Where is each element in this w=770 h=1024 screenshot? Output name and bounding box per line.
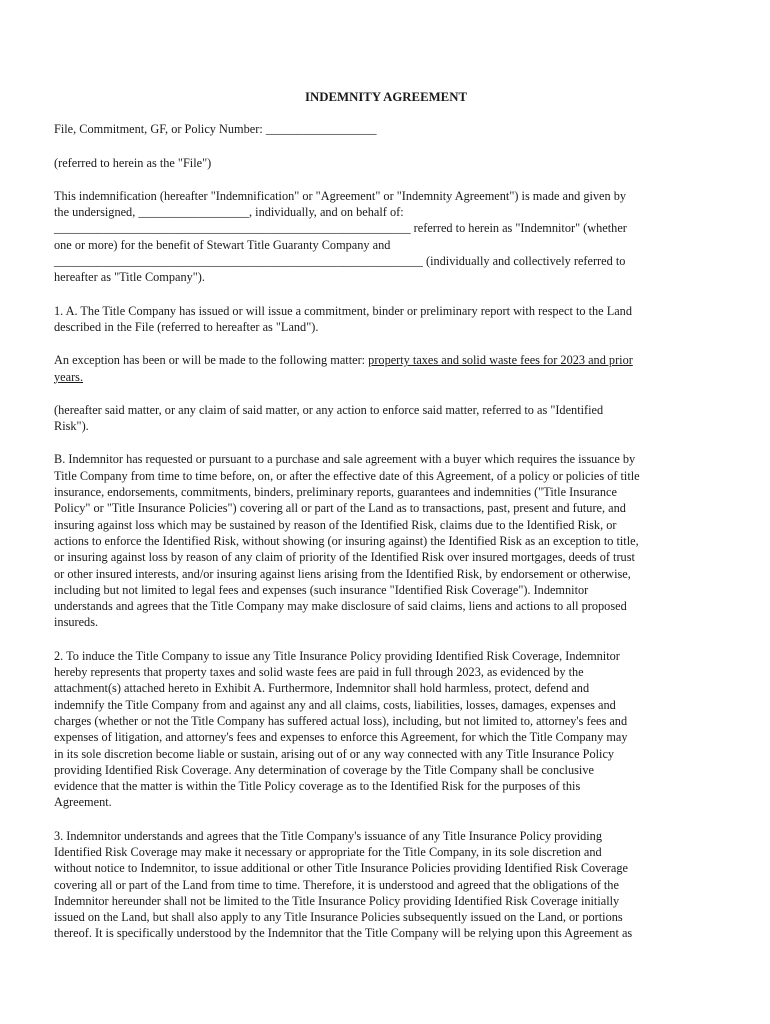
risk-line: (hereafter said matter, or any claim of said matter, or any action to enforce said matter, referred to as "Identified [54,402,604,417]
section-1b-line: Title Company from time to time before, on, or after the effective date of this Agreement, of a policy or policies of title [54,468,640,483]
section-1a-line: described in the File (referred to hereafter as "Land"). [54,319,319,334]
section-1b-line: or insuring against loss by reason of any claim of priority of the Identified Risk over insured mortgages, deeds of trust [54,550,635,565]
intro-line: one or more) for the benefit of Stewart Title Guaranty Company and [54,237,391,252]
section-2 [54,648,718,811]
section-3-line: Identified Risk Coverage may make it necessary or appropriate for the Title Company, in its sole discretion and [54,844,602,859]
section-1b-line: including but not limited to legal fees and expenses (such insurance "Identified Risk Coverage"). Indemnitor [54,582,589,597]
section-2-line: indemnify the Title Company from and against any and all claims, costs, liabilities, losses, damages, expenses and [54,697,616,712]
identified-risk-paragraph [54,402,718,435]
section-3-line: thereof. It is specifically understood by the Indemnitor that the Title Company will be relying upon this Agreement as [54,926,633,941]
section-2-line: providing Identified Risk Coverage. Any determination of coverage by the Title Company shall be conclusive [54,762,594,777]
section-1b [54,451,718,630]
section-1b-line: or other insured interests, and/or insuring against liens arising from the Identified Risk, by endorsement or otherwise, [54,566,631,581]
document-title: INDEMNITY AGREEMENT [305,90,467,104]
exception-paragraph [54,352,718,385]
intro-line: ____________________________________________________________ (individually and collectively referred to [54,254,626,269]
risk-line: Risk"). [54,419,89,434]
section-2-line: in its sole discretion become liable or sustain, arising out of or any way connected with any Title Insurance Policy [54,746,615,761]
section-2-line: attachment(s) attached hereto in Exhibit A. Furthermore, Indemnitor shall hold harmless, protect, defend and [54,681,590,696]
intro-line: This indemnification (hereafter "Indemnification" or "Agreement" or "Indemnity Agreement") is made and given by [54,188,627,203]
section-1b-line: B. Indemnitor has requested or pursuant to a purchase and sale agreement with a buyer which requires the issuance by [54,452,636,467]
exception-matter-continued: years. [54,369,84,384]
section-3-line: 3. Indemnitor understands and agrees that the Title Company's issuance of any Title Insurance Policy providing [54,828,602,843]
referred-line [54,155,718,171]
section-2-line: hereby represents that property taxes and solid waste fees are paid in full through 2023, as evidenced by the [54,665,584,680]
document-body [54,89,718,959]
file-number-text: File, Commitment, GF, or Policy Number: __________________ [54,122,377,137]
section-2-line: expenses of litigation, and attorney's fees and expenses to enforce this Agreement, for which the Title Company may [54,730,628,745]
section-1b-line: Policy" or "Title Insurance Policies") covering all or part of the Land as to transactions, past, present and future, and [54,501,626,516]
exception-prefix: An exception has been or will be made to the following matter: [54,353,369,368]
section-2-line: 2. To induce the Title Company to issue any Title Insurance Policy providing Identified Risk Coverage, Indemnitor [54,648,620,663]
section-3-line: Indemnitor hereunder shall not be limited to the Title Insurance Policy providing Identified Risk Coverage initially [54,893,620,908]
section-3-line: covering all or part of the Land from time to time. Therefore, it is understood and agreed that the obligations of the [54,877,619,892]
section-1b-line: actions to enforce the Identified Risk, without showing (or insuring against) the Identified Risk as an exception to title, [54,533,639,548]
exception-matter: property taxes and solid waste fees for 2023 and prior [368,353,633,368]
file-number-line [54,121,718,137]
section-1a-line: 1. A. The Title Company has issued or will issue a commitment, binder or preliminary report with respect to the Land [54,303,632,318]
section-1a [54,303,718,336]
section-3-line: issued on the Land, but shall also apply to any Title Insurance Policies subsequently issued on the Land, or portions [54,910,623,925]
referred-text: (referred to herein as the "File") [54,155,212,170]
section-1b-line: understands and agrees that the Title Company may make disclosure of said claims, liens and actions to all proposed [54,599,627,614]
intro-line: __________________________________________________________ referred to herein as "Indemnitor" (whether [54,221,627,236]
intro-line: the undersigned, __________________, individually, and on behalf of: [54,205,404,220]
exception-line [54,352,718,368]
section-3 [54,828,718,942]
section-3-line: without notice to Indemnitor, to issue additional or other Title Insurance Policies providing Identified Risk Coverage [54,861,628,876]
section-1b-line: insureds. [54,615,99,630]
section-1b-line: insuring against loss which may be sustained by reason of the Identified Risk, claims due to the Identified Risk, or [54,517,617,532]
intro-paragraph [54,188,718,286]
section-1b-line: insurance, endorsements, commitments, binders, preliminary reports, guarantees and indemnities ("Title Insurance [54,485,617,500]
section-2-line: Agreement. [54,795,112,810]
section-2-line: evidence that the matter is within the Title Policy coverage as to the Identified Risk for the purposes of this [54,779,581,794]
section-2-line: charges (whether or not the Title Company has suffered actual loss), including, but not limited to, attorney's fees and [54,713,628,728]
intro-line: hereafter as "Title Company"). [54,270,205,285]
